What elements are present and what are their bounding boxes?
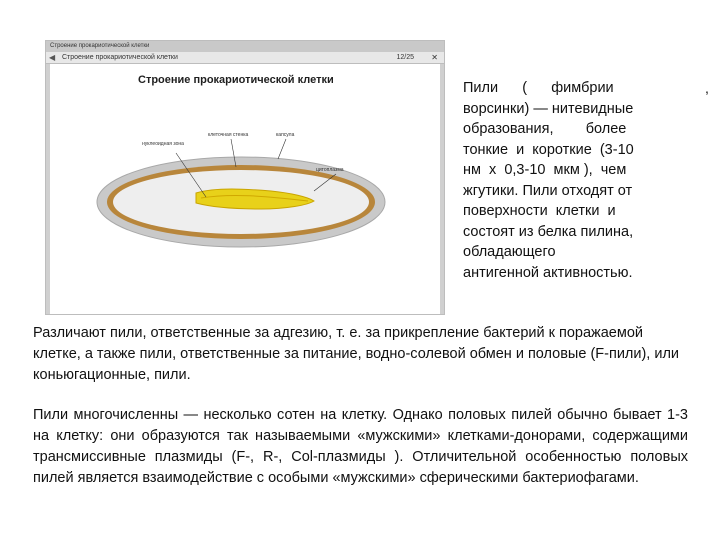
label-cytoplasm: цитоплазма bbox=[316, 167, 344, 173]
label-capsule: капсула bbox=[276, 132, 295, 138]
side-line: нм х 0,3-10 мкм ), чем bbox=[463, 162, 627, 178]
close-icon[interactable]: ✕ bbox=[431, 53, 438, 62]
toolbar-title: Строение прокариотической клетки bbox=[62, 54, 178, 61]
side-line: тонкие и короткие (3-10 bbox=[463, 141, 634, 158]
paragraph-sex-pili: Пили многочисленны — несколько сотен на клетку. Однако половых пилей обычно бывает 1-3 на клетку: они образуются так называемыми «мужскими» клетками-донорами, содержащими трансмиссивные плазмиды (F-, R-, Col-плазмиды ). Отличительной особенностью половых пилей является взаимодействие с особыми «мужскими» сферическими бактериофагами. bbox=[33, 407, 688, 486]
side-line: антигенной активностью. bbox=[463, 264, 633, 281]
embedded-screenshot bbox=[45, 40, 445, 315]
side-line: Пили ( фимбрии bbox=[463, 80, 614, 96]
page-counter: 12/25 bbox=[396, 54, 414, 61]
window-title: Строение прокариотической клетки bbox=[50, 43, 150, 49]
side-line: обладающего bbox=[463, 244, 556, 260]
paragraph-pili-types: Различают пили, ответственные за адгезию, т. е. за прикрепление бактерий к поражаемой клетке, а также пили, ответственные за питание, водно-солевой обмен и половые (F-пили), или коньюгационные, пили. bbox=[33, 325, 680, 383]
stray-comma: , bbox=[705, 80, 709, 96]
label-nucleoid: нуклеоидная зона bbox=[142, 141, 184, 147]
side-line: состоят из белка пилина, bbox=[463, 223, 634, 240]
back-icon[interactable]: ◀ bbox=[49, 53, 56, 62]
side-line: ворсинки) — нитевидные bbox=[463, 100, 634, 117]
capsule-pointer bbox=[278, 139, 286, 159]
slide-heading: Строение прокариотической клетки bbox=[138, 74, 334, 86]
side-line: жгутики. Пили отходят от bbox=[463, 182, 633, 199]
side-line: образования, более bbox=[463, 121, 627, 137]
side-line: поверхности клетки и bbox=[463, 203, 616, 219]
label-cell-wall: клеточная стенка bbox=[208, 132, 249, 138]
pili-description bbox=[463, 78, 675, 283]
prokaryotic-cell-diagram bbox=[46, 41, 446, 316]
